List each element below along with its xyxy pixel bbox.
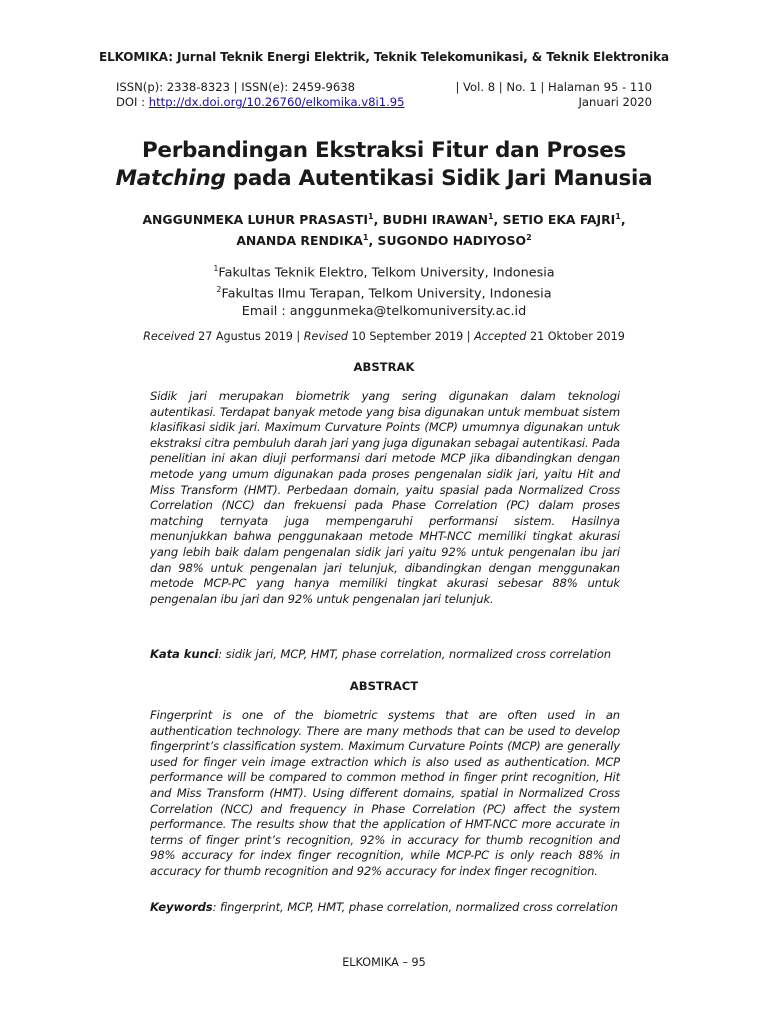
abstract-body: Fingerprint is one of the biometric systems that are often used in an authentication technology. There are many methods that can be used to develop fingerprint’s classification system. Maximum Curvature Points (MCP) are generally used for finger vein image extraction which is also used as authentication. MCP performance will be compared to common method in finger print recognition, Hit and Miss Transform (HMT). Using different domains, spatial in Normalized Cross Correlation (NCC) and frequency in Phase Correlation (PC) affect the system performance. The results show that the application of HMT-NCC more accurate in terms of finger print’s recognition, 92% in accuracy for thumb recognition and 98% accuracy for index finger recognition, while MCP-PC is only reach 88% in accuracy for thumb recognition and 92% accuracy for index finger recognition. <box>150 708 620 878</box>
issue-date: Januari 2020 <box>578 95 652 109</box>
publication-identifiers <box>116 80 405 110</box>
issue-info <box>455 80 652 110</box>
author-name: SETIO EKA FAJRI <box>502 212 616 228</box>
doi-link[interactable]: http://dx.doi.org/10.26760/elkomika.v8i1.95 <box>148 95 405 109</box>
paper-title <box>0 137 768 193</box>
keywords-label: Keywords <box>150 900 213 914</box>
title-line-1: Perbandingan Ekstraksi Fitur dan Proses <box>141 138 627 163</box>
revised-date: 10 September 2019 | <box>347 330 475 343</box>
volume-pages: | Vol. 8 | No. 1 | Halaman 95 - 110 <box>455 80 652 94</box>
revised-label: Revised <box>303 330 348 343</box>
contact-email: Email : anggunmeka@telkomuniversity.ac.id <box>241 303 527 319</box>
keywords-values: : fingerprint, MCP, HMT, phase correlation, normalized cross correlation <box>212 900 618 914</box>
author-affil-mark: 1 <box>615 212 621 221</box>
received-label: Received <box>143 330 195 343</box>
kata-kunci-label: Kata kunci <box>150 647 219 661</box>
author-name: ANANDA RENDIKA <box>236 233 363 249</box>
author-name: SUGONDO HADIYOSO <box>377 233 527 249</box>
issn: ISSN(p): 2338-8323 | ISSN(e): 2459-9638 <box>116 80 356 94</box>
author-affil-mark: 1 <box>368 212 374 221</box>
title-line-2-rest: pada Autentikasi Sidik Jari Manusia <box>225 166 653 191</box>
keywords <box>150 900 620 916</box>
accepted-date: 21 Oktober 2019 <box>526 330 625 343</box>
page-footer: ELKOMIKA – 95 <box>342 956 426 969</box>
affiliations <box>0 260 768 320</box>
accepted-label: Accepted <box>474 330 527 343</box>
author-affil-mark: 1 <box>362 233 369 243</box>
title-italic-word: Matching <box>115 166 226 191</box>
received-date: 27 Agustus 2019 | <box>194 330 304 343</box>
author-affil-mark: 1 <box>487 212 494 221</box>
abstrak-body: Sidik jari merupakan biometrik yang sering digunakan dalam teknologi autentikasi. Terdapat banyak metode yang bisa digunakan untuk membuat sistem klasifikasi sidik jari. Maximum Curvature Points (MCP) umumnya digunakan untuk ekstraksi citra pembuluh darah jari yang juga digunakan sebagai autentikasi. Pada penelitian ini akan diuji performansi dari metode MCP jika dibandingkan dengan metode yang umum digunakan pada proses pengenalan sidik jari, yaitu Hit and Miss Transform (HMT). Perbedaan domain, yaitu spasial pada Normalized Cross Correlation (NCC) dan frekuensi pada Phase Correlation (PC) dalam proses matching ternyata juga mempengaruhi performansi sistem. Hasilnya menunjukkan bahwa penggunakaan metode MHT-NCC memiliki tingkat akurasi yang lebih baik dalam pengenalan sidik jari yaitu 92% untuk pengenalan ibu jari dan 98% untuk pengenalan jari telunjuk, dibandingkan dengan menggunakan metode MCP-PC yang hanya memiliki tingkat akurasi sebesar 88% untuk pengenalan ibu jari dan 92% untuk pengenalan jari telunjuk. <box>150 389 620 606</box>
author-line-1: ANGGUNMEKA LUHUR PRASASTI$^1$, BUDHI IRAWAN$^1$, SETIO EKA FAJRI$^1$, <box>142 212 626 228</box>
author-name: BUDHI IRAWAN <box>382 212 488 228</box>
author-line-2: ANANDA RENDIKA$^1$, SUGONDO HADIYOSO$^2$ <box>236 233 532 249</box>
affiliation-1: $^1$Fakultas Teknik Elektro, Telkom University, Indonesia <box>213 264 555 281</box>
author-list <box>0 208 768 250</box>
kata-kunci-values: : sidik jari, MCP, HMT, phase correlation, normalized cross correlation <box>218 647 612 661</box>
affiliation-2: $^2$Fakultas Ilmu Terapan, Telkom University, Indonesia <box>216 285 552 302</box>
abstract-heading: ABSTRACT <box>349 679 419 693</box>
author-affil-mark: 2 <box>526 233 532 243</box>
title-line-2 <box>0 165 768 193</box>
author-name: ANGGUNMEKA LUHUR PRASASTI <box>142 212 368 228</box>
submission-dates <box>0 330 768 343</box>
kata-kunci <box>150 647 620 663</box>
doi-label: DOI : <box>116 95 149 109</box>
doi-line <box>116 95 405 110</box>
journal-name: ELKOMIKA: Jurnal Teknik Energi Elektrik, Teknik Telekomunikasi, & Teknik Elektronika <box>99 50 669 64</box>
abstrak-heading: ABSTRAK <box>353 360 415 374</box>
